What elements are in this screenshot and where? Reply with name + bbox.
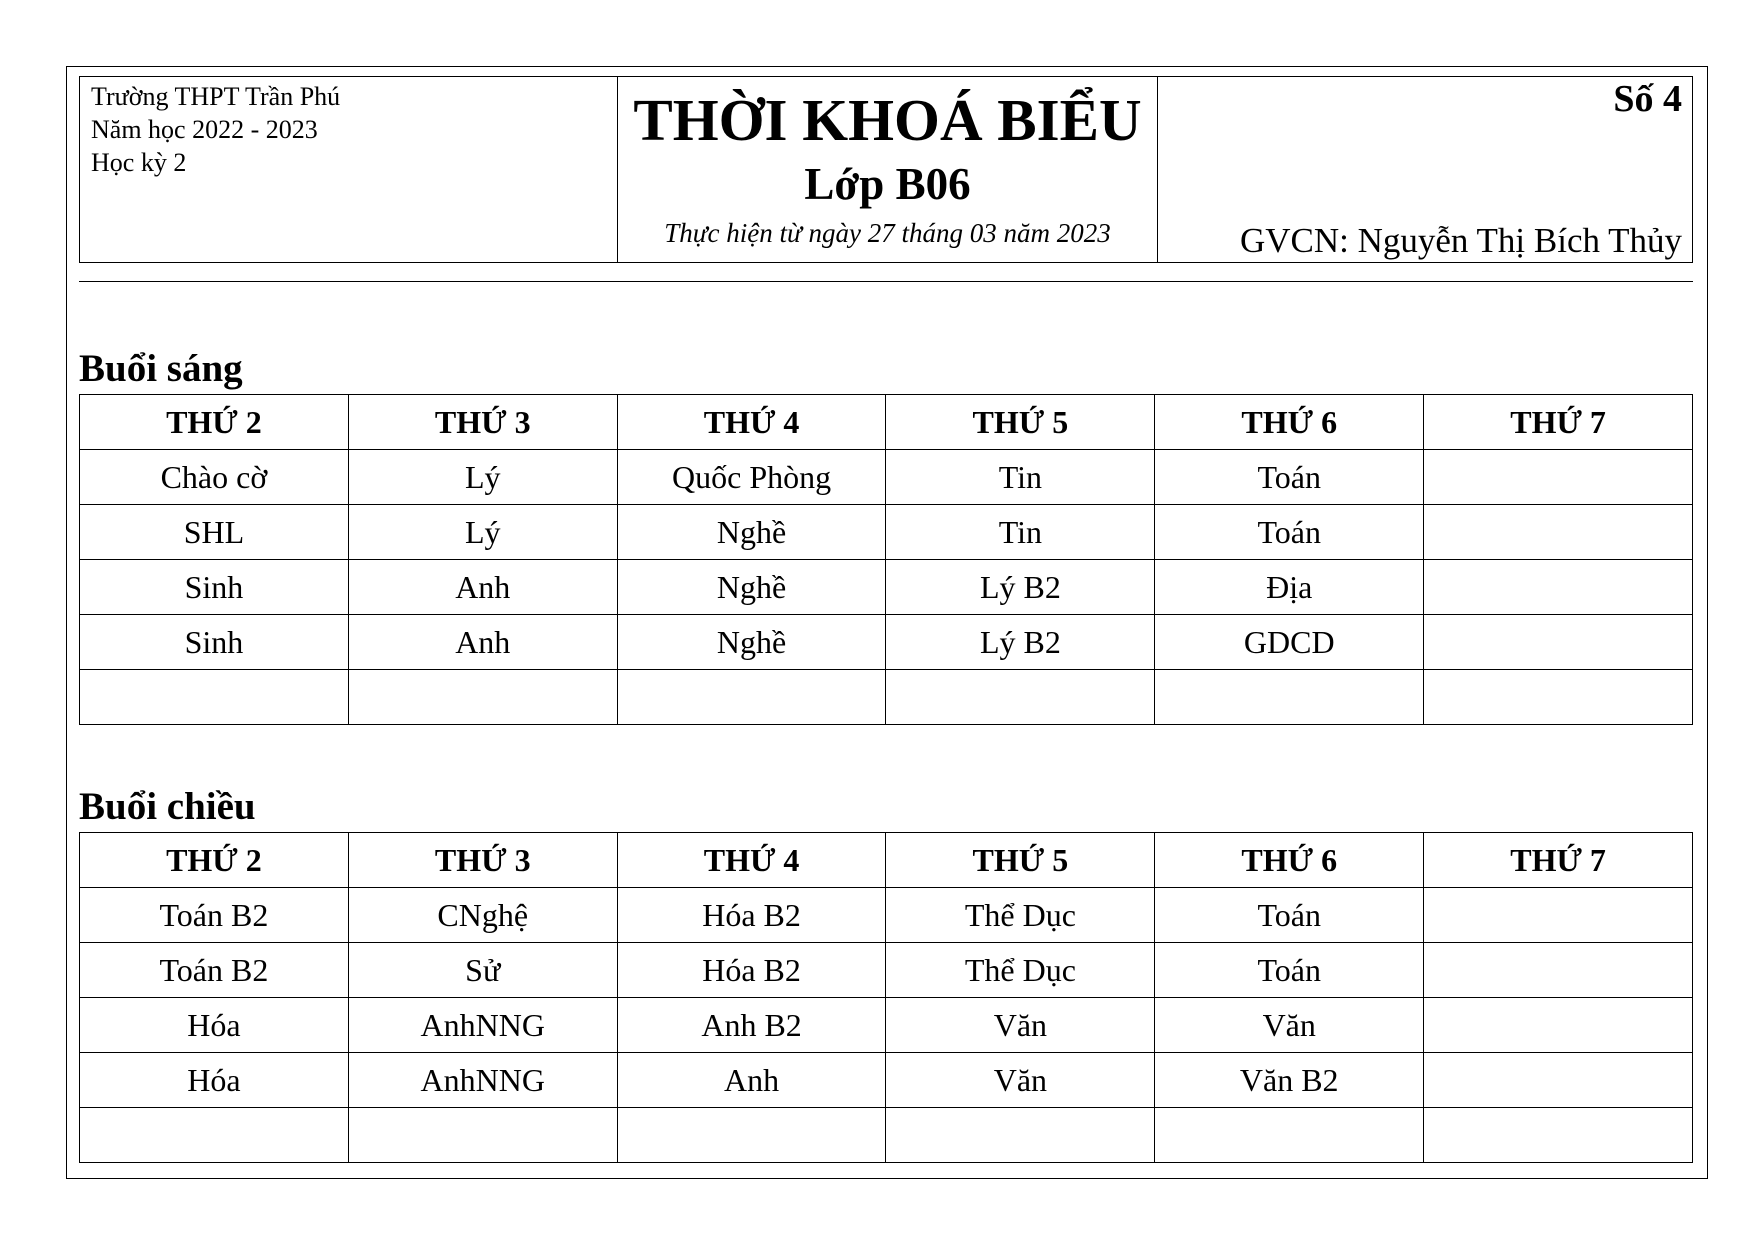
subject-cell: Nghề [617, 560, 886, 615]
day-header: THỨ 4 [617, 833, 886, 888]
subject-cell: Sinh [80, 615, 349, 670]
subject-cell: Chào cờ [80, 450, 349, 505]
school-year: Năm học 2022 - 2023 [91, 115, 318, 144]
subject-cell: Văn [886, 998, 1155, 1053]
day-header: THỨ 2 [80, 833, 349, 888]
subject-cell [1424, 888, 1693, 943]
table-row [80, 888, 1693, 943]
subject-cell: Anh [348, 560, 617, 615]
day-header: THỨ 5 [886, 833, 1155, 888]
subject-cell [617, 670, 886, 725]
table-row [80, 505, 1693, 560]
subject-cell: Hóa [80, 1053, 349, 1108]
subject-cell: Anh [348, 615, 617, 670]
subject-cell: Văn [886, 1053, 1155, 1108]
subject-cell: CNghệ [348, 888, 617, 943]
title-block [618, 77, 1158, 262]
subject-cell: Toán [1155, 943, 1424, 998]
day-header: THỨ 6 [1155, 833, 1424, 888]
subject-cell: Sinh [80, 560, 349, 615]
table-row [80, 615, 1693, 670]
day-header: THỨ 3 [348, 833, 617, 888]
subject-cell [1424, 670, 1693, 725]
homeroom-teacher: GVCN: Nguyễn Thị Bích Thủy [1239, 221, 1682, 260]
info-block [1158, 77, 1692, 262]
subject-cell: SHL [80, 505, 349, 560]
subject-cell: GDCD [1155, 615, 1424, 670]
subject-cell: Thể Dục [886, 943, 1155, 998]
afternoon-table [79, 832, 1693, 1163]
school-term: Học kỳ 2 [91, 148, 187, 177]
table-row [80, 1108, 1693, 1163]
subject-cell: Toán B2 [80, 943, 349, 998]
table-row [80, 560, 1693, 615]
subject-cell [886, 670, 1155, 725]
subject-cell: Anh B2 [617, 998, 886, 1053]
morning-title: Buổi sáng [79, 347, 243, 390]
subject-cell: Tin [886, 505, 1155, 560]
subject-cell: Toán [1155, 505, 1424, 560]
subject-cell: Toán B2 [80, 888, 349, 943]
subject-cell: Văn B2 [1155, 1053, 1424, 1108]
document-number: Số 4 [1613, 78, 1682, 120]
day-header: THỨ 5 [886, 395, 1155, 450]
subject-cell [1424, 560, 1693, 615]
subject-cell [1424, 943, 1693, 998]
subject-cell: Lý B2 [886, 615, 1155, 670]
subject-cell [1424, 998, 1693, 1053]
afternoon-header-row [80, 833, 1693, 888]
morning-header-row [80, 395, 1693, 450]
effective-date: Thực hiện từ ngày 27 tháng 03 năm 2023 [664, 218, 1111, 248]
subject-cell: Lý B2 [886, 560, 1155, 615]
subject-cell [348, 670, 617, 725]
subject-cell: Văn [1155, 998, 1424, 1053]
subject-cell: Toán [1155, 450, 1424, 505]
subject-cell: Tin [886, 450, 1155, 505]
subject-cell: Hóa [80, 998, 349, 1053]
table-row [80, 998, 1693, 1053]
subject-cell: Lý [348, 505, 617, 560]
subject-cell [348, 1108, 617, 1163]
subject-cell: Sử [348, 943, 617, 998]
header-box [79, 76, 1693, 263]
subject-cell [80, 1108, 349, 1163]
subject-cell: Hóa B2 [617, 943, 886, 998]
subject-cell: Lý [348, 450, 617, 505]
subject-cell [1424, 1053, 1693, 1108]
subject-cell [1424, 1108, 1693, 1163]
day-header: THỨ 6 [1155, 395, 1424, 450]
afternoon-title: Buổi chiều [79, 785, 256, 828]
table-row [80, 450, 1693, 505]
subject-cell: Toán [1155, 888, 1424, 943]
morning-table [79, 394, 1693, 725]
subject-cell: Quốc Phòng [617, 450, 886, 505]
subject-cell: Hóa B2 [617, 888, 886, 943]
school-info [80, 77, 618, 262]
subject-cell [1155, 1108, 1424, 1163]
table-row [80, 943, 1693, 998]
day-header: THỨ 7 [1424, 395, 1693, 450]
table-row [80, 1053, 1693, 1108]
subject-cell [80, 670, 349, 725]
subject-cell [1424, 450, 1693, 505]
day-header: THỨ 3 [348, 395, 617, 450]
subject-cell: Nghề [617, 505, 886, 560]
subject-cell [1155, 670, 1424, 725]
subject-cell: Địa [1155, 560, 1424, 615]
subject-cell [886, 1108, 1155, 1163]
subject-cell: AnhNNG [348, 998, 617, 1053]
day-header: THỨ 7 [1424, 833, 1693, 888]
subject-cell: Thể Dục [886, 888, 1155, 943]
subject-cell [617, 1108, 886, 1163]
divider [79, 281, 1693, 282]
day-header: THỨ 2 [80, 395, 349, 450]
page-title: THỜI KHOÁ BIỂU [633, 87, 1142, 153]
table-row [80, 670, 1693, 725]
subject-cell: Nghề [617, 615, 886, 670]
class-name: Lớp B06 [804, 159, 971, 209]
day-header: THỨ 4 [617, 395, 886, 450]
subject-cell: Anh [617, 1053, 886, 1108]
subject-cell: AnhNNG [348, 1053, 617, 1108]
subject-cell [1424, 505, 1693, 560]
school-name: Trường THPT Trần Phú [91, 82, 341, 111]
subject-cell [1424, 615, 1693, 670]
